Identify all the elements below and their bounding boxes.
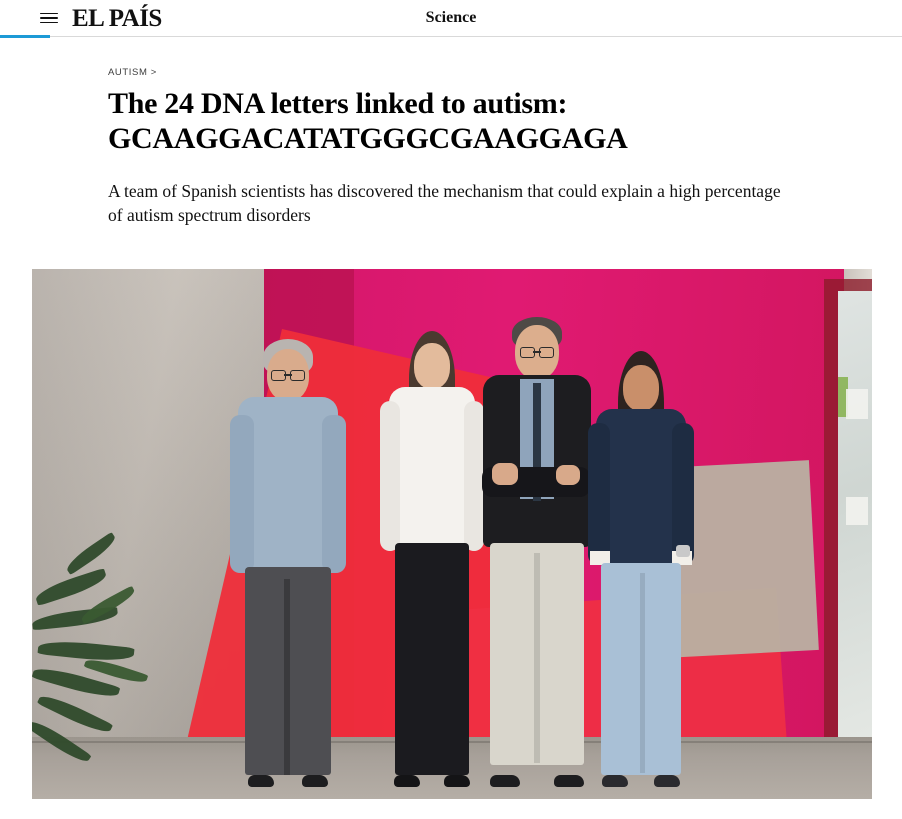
photo-door-glass [838, 291, 872, 791]
person-researcher-3 [474, 317, 600, 787]
lead-photo[interactable] [32, 269, 872, 799]
hamburger-menu-icon[interactable] [40, 11, 62, 25]
reading-progress-bar [0, 35, 50, 38]
section-title-link[interactable]: Science [425, 9, 477, 26]
arm-right [672, 423, 694, 565]
wristwatch [676, 545, 690, 557]
below-fold-spacer [0, 799, 902, 819]
arm-left [230, 415, 254, 573]
glasses-icon [271, 370, 305, 379]
person-researcher-1 [228, 339, 348, 787]
shoe-right [554, 775, 584, 787]
arm-right [322, 415, 346, 573]
glasses-icon [520, 347, 554, 356]
article-standfirst: A team of Spanish scientists has discovered the mechanism that could explain a high percentage of autism spectrum disorders [108, 180, 781, 226]
hamburger-line [40, 13, 58, 15]
shoe-left [248, 775, 274, 787]
shoe-left [602, 775, 628, 787]
header-divider [0, 36, 902, 37]
head [623, 365, 659, 411]
hamburger-line [40, 22, 58, 24]
page-title: The 24 DNA letters linked to autism: GCAAGGACATATGGGCGAAGGAGA [108, 87, 628, 155]
person-researcher-2 [380, 331, 484, 787]
photo-door-note [846, 389, 868, 419]
shoe-left [490, 775, 520, 787]
hamburger-line [40, 17, 58, 19]
torso [389, 387, 475, 547]
shoe-right [654, 775, 680, 787]
photo-plant [32, 539, 182, 779]
shoe-right [302, 775, 328, 787]
photo-door-note [846, 497, 868, 525]
arm-left [588, 423, 610, 565]
head [414, 343, 450, 389]
article-container [70, 37, 832, 228]
legs [395, 543, 469, 775]
shoe-left [394, 775, 420, 787]
arm-left [380, 401, 400, 551]
article-kicker[interactable]: AUTISM > [108, 67, 157, 78]
article-figure [32, 269, 872, 799]
person-researcher-4 [588, 351, 694, 787]
site-header [0, 0, 902, 36]
shoe-right [444, 775, 470, 787]
site-logo[interactable]: EL PAÍS [72, 4, 162, 32]
